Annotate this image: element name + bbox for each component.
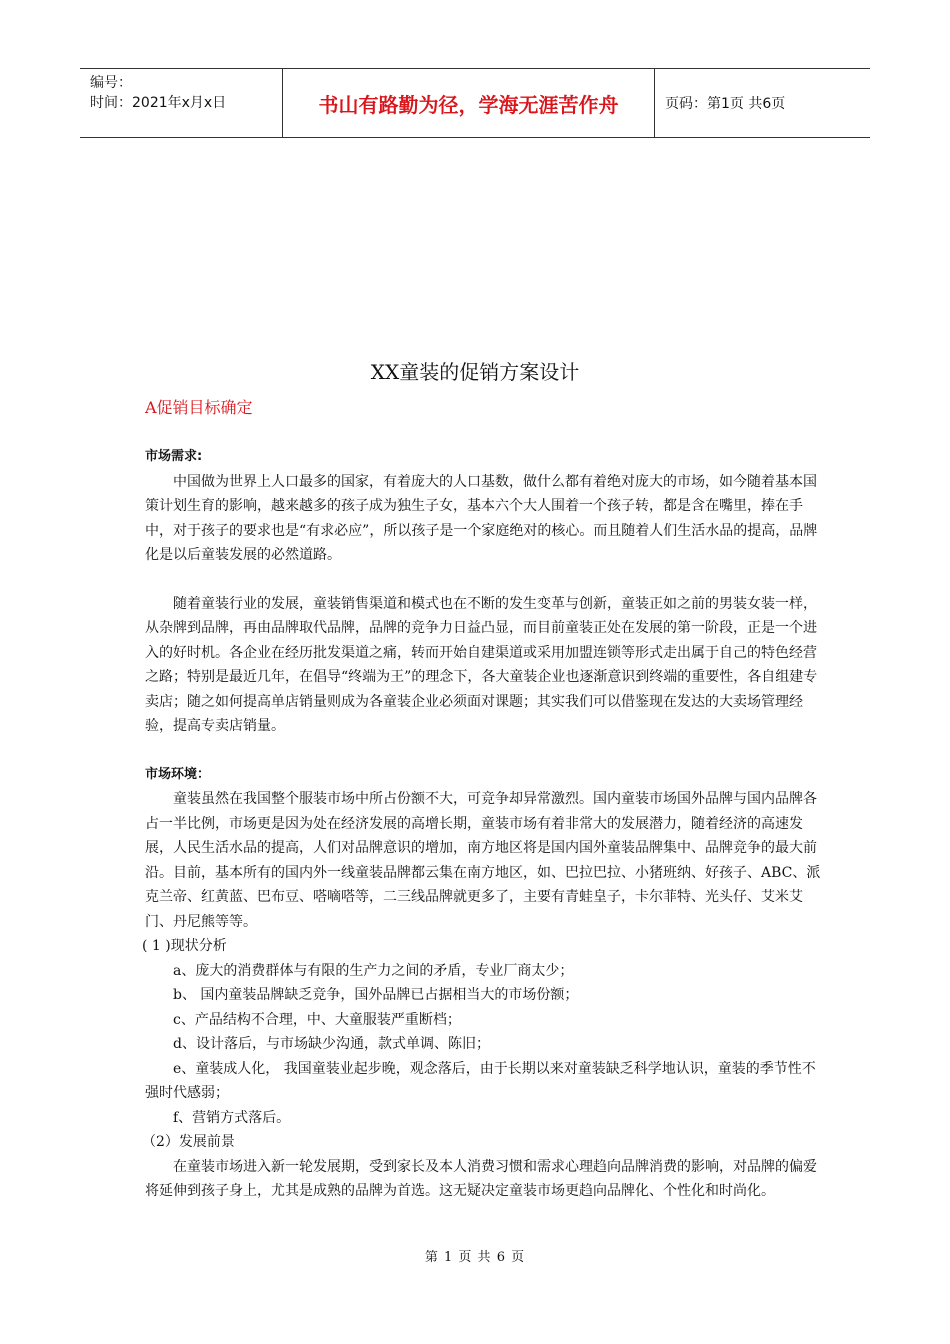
paragraph-3: 童装虽然在我国整个服装市场中所占份额不大，可竞争却异常激烈。国内童装市场国外品牌与国内品牌各占一半比例，市场更是因为处在经济发展的高增长期，童装市场有着非常大的发展潜力，随着经济的高速发展，人民生活水品的提高，人们对品牌意识的增加，南方地区将是国内国外童装品牌集中、品牌竞争的最大前沿。目前，基本所有的国内外一线童装品牌都云集在南方地区，如、巴拉巴拉、小猪班纳、好孩子、ABC、派克兰帝、红黄蓝、巴布豆、嗒嘀嗒等，二三线品牌就更多了，主要有青蛙皇子，卡尔菲特、光头仔、艾米艾门、丹尼熊等等。 — [145, 791, 821, 930]
list-item-c: c、产品结构不合理，中、大童服装严重断档； — [173, 1011, 461, 1028]
paragraph-1: 中国做为世界上人口最多的国家，有着庞大的人口基数，做什么都有着绝对庞大的市场，如今随着基本国策计划生育的影响，越来越多的孩子成为独生子女，基本六个大人围着一个孩子转，都是含在嘴里，捧在手中，对于孩子的要求也是“有求必应”，所以孩子是一个家庭绝对的核心。而且随着人们生活水品的提高，品牌化是以后童装发展的必然道路。 — [145, 473, 818, 563]
prospect-heading: （2）发展前景 — [142, 1134, 235, 1150]
document-body — [142, 445, 825, 1204]
header-motto: 书山有路勤为径，学海无涯苦作舟 — [282, 69, 655, 137]
header-page-info: 页码：第1页 共6页 — [665, 96, 786, 112]
time-label: 时间：2021年x月x日 — [90, 95, 227, 111]
list-item-b: b、 国内童装品牌缺乏竞争，国外品牌已占据相当大的市场份额； — [173, 987, 579, 1003]
list-item-d: d、设计落后，与市场缺少沟通，款式单调、陈旧； — [173, 1036, 490, 1052]
market-demand-heading: 市场需求: — [145, 449, 203, 464]
page-header — [80, 68, 870, 138]
status-analysis-heading: ( 1 )现状分析 — [142, 938, 227, 954]
list-item-a: a、庞大的消费群体与有限的生产力之间的矛盾，专业厂商太少； — [173, 962, 574, 979]
list-item-e: e、童装成人化， 我国童装业起步晚，观念落后，由于长期以来对童装缺乏科学地认识，童装的季节性不强时代感弱； — [145, 1060, 816, 1101]
number-label: 编号： — [90, 75, 132, 91]
document-title: XX童装的促销方案设计 — [370, 360, 580, 384]
header-meta — [80, 69, 282, 137]
page-footer: 第 1 页 共 6 页 — [424, 1250, 526, 1265]
paragraph-4: 在童装市场进入新一轮发展期，受到家长及本人消费习惯和需求心理趋向品牌消费的影响，对品牌的偏爱将延伸到孩子身上，尤其是成熟的品牌为首选。这无疑决定童装市场更趋向品牌化、个性化和时尚化。 — [145, 1158, 817, 1199]
list-item-f: f、营销方式落后。 — [173, 1109, 291, 1126]
market-environment-heading: 市场环境： — [145, 766, 211, 782]
section-a-heading: A促销目标确定 — [145, 398, 253, 417]
paragraph-2: 随着童装行业的发展，童装销售渠道和模式也在不断的发生变革与创新，童装正如之前的男装女装一样，从杂牌到品牌，再由品牌取代品牌，品牌的竞争力日益凸显，而目前童装正处在发展的第一阶段，正是一个进入的好时机。各企业在经历批发渠道之痛，转而开始自建渠道或采用加盟连锁等形式走出属于自己的特色经营之路；特别是最近几年，在倡导“终端为王”的理念下，各大童装企业也逐渐意识到终端的重要性，各自组建专卖店；随之如何提高单店销量则成为各童装企业必须面对课题；其实我们可以借鉴现在发达的大卖场管理经验，提高专卖店销量。 — [145, 595, 818, 734]
